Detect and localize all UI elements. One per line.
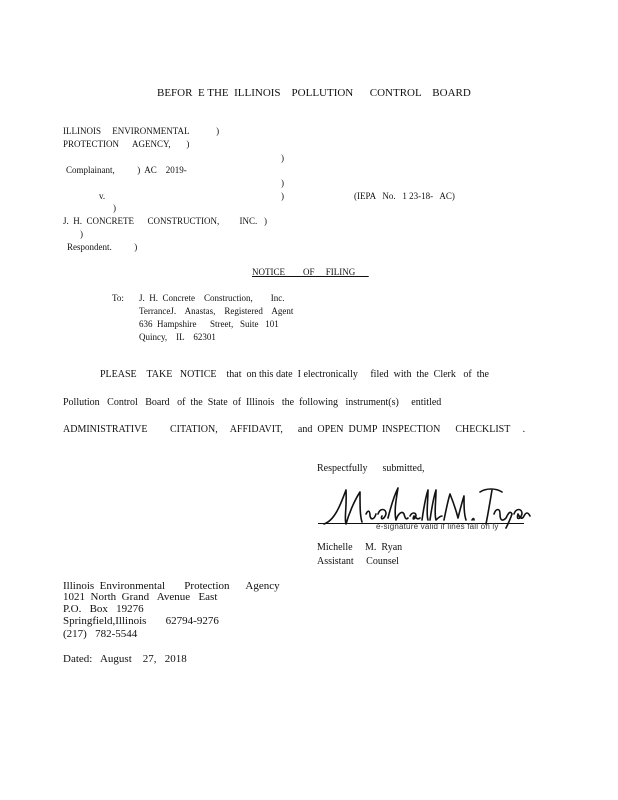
dated-line: Dated: August 27, 2018 [63,653,187,665]
document-title: BEFOR E THE ILLINOIS POLLUTION CONTROL BOARD [157,87,471,99]
respondent-name: J. H. CONCRETE CONSTRUCTION, INC. ) [63,216,268,226]
to-address-line-2: TerranceJ. Anastas, Registered Agent [139,306,294,316]
agency-address-line-2: 1021 North Grand Avenue East [63,591,218,603]
signer-title: Assistant Counsel [317,556,399,567]
caption-paren: ) [281,178,284,188]
body-line-3: ADMINISTRATIVE CITATION, AFFIDAVIT, and OPEN DUMP INSPECTION CHECKLIST . [63,424,526,435]
to-address-line-3: 636 Hampshire Street, Suite 101 [139,319,279,329]
caption-paren: ) [113,203,116,213]
to-address-line-4: Quincy, IL 62301 [139,332,216,342]
agency-address-line-1: Illinois Environmental Protection Agency [63,580,280,592]
signer-name: Michelle M. Ryan [317,542,403,553]
to-address-line-1: J. H. Concrete Construction, Inc. [139,293,285,303]
caption-paren: ) [80,229,83,239]
versus-label: v. [99,191,106,201]
notice-of-filing-heading: NOTICE OF FILING [252,267,369,277]
agency-address-line-4: Springfield,Illinois 62794-9276 [63,615,219,627]
caption-paren: ) [281,153,284,163]
complainant-line-2: PROTECTION AGENCY, ) [63,139,190,149]
to-label: To: [112,293,124,303]
complainant-label: Complainant, ) AC 2019- [66,165,187,175]
respondent-label: Respondent. ) [67,242,138,252]
agency-address-line-3: P.O. Box 19276 [63,603,144,615]
complainant-line-1: ILLINOIS ENVIRONMENTAL ) [63,126,220,136]
caption-paren: ) [281,191,284,201]
body-line-1: PLEASE TAKE NOTICE that on this date I electronically filed with the Clerk of the [100,369,489,380]
agency-address-line-5: (217) 782-5544 [63,628,138,640]
body-line-2: Pollution Control Board of the State of Illinois the following instrument(s) entitled [63,397,442,408]
iepa-number: (IEPA No. 1 23-18- AC) [354,191,455,201]
signature-caption: e-signature valid if lines fall on ly [376,522,499,531]
respectfully-submitted: Respectfully submitted, [317,463,425,474]
